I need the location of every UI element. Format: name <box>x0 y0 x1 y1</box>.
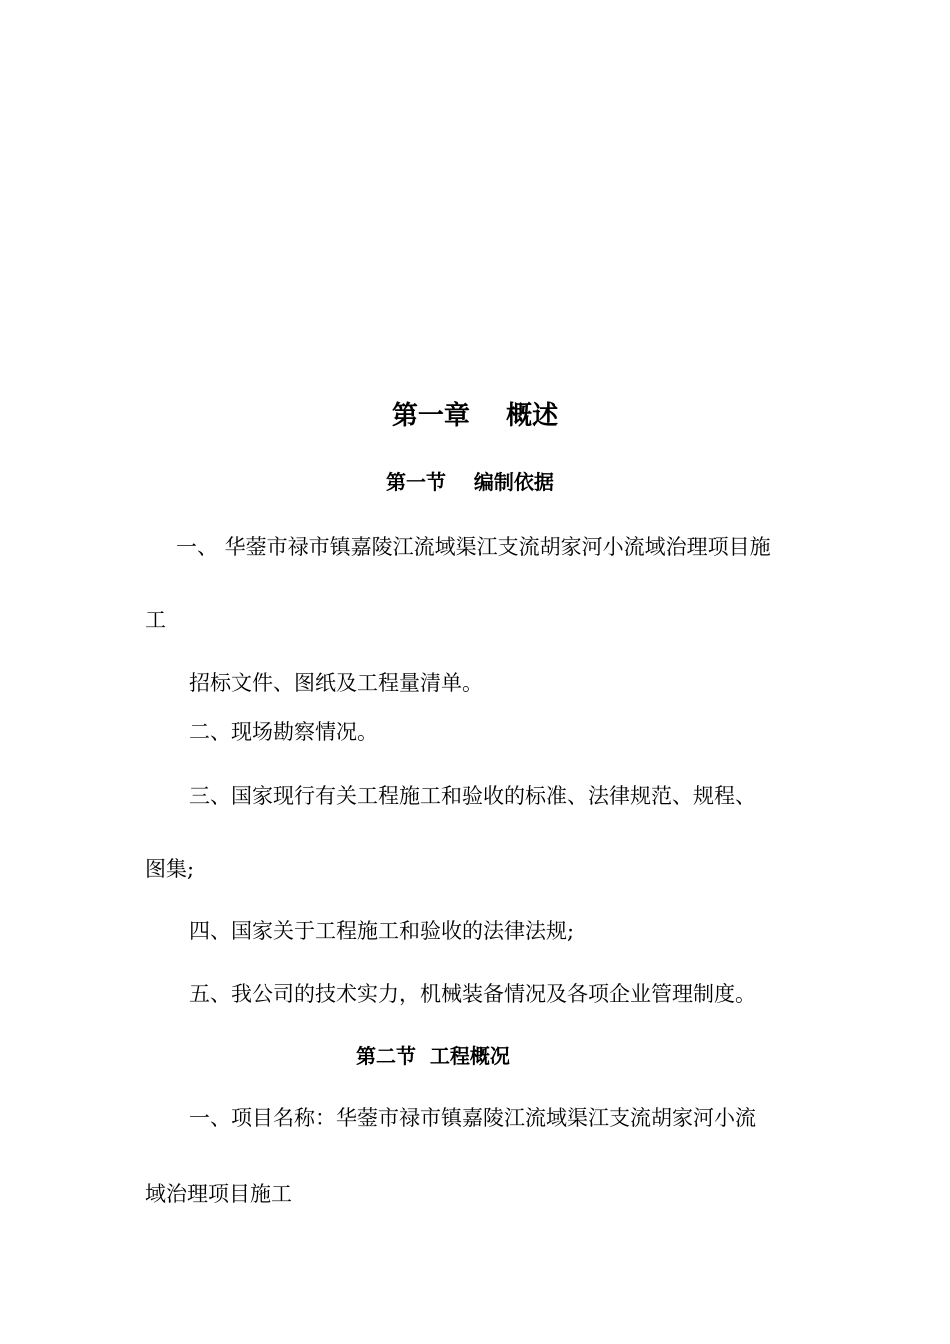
basis-item-1-line-2: 工 <box>145 608 166 632</box>
basis-item-1-line-3: 招标文件、图纸及工程量清单。 <box>189 671 483 695</box>
overview-item-1-line-1: 一、项目名称：华蓥市禄市镇嘉陵江流域渠江支流胡家河小流 <box>189 1106 756 1130</box>
basis-item-5: 五、我公司的技术实力，机械装备情况及各项企业管理制度。 <box>189 982 756 1006</box>
basis-item-3-line-2: 图集; <box>145 857 195 881</box>
section-title-basis: 第一节 编制依据 <box>386 470 554 494</box>
overview-item-1-line-2: 域治理项目施工 <box>145 1182 292 1206</box>
basis-item-1-line-1: 一、 华蓥市禄市镇嘉陵江流域渠江支流胡家河小流域治理项目施 <box>176 535 771 559</box>
chapter-title: 第一章 概述 <box>391 401 559 431</box>
basis-item-2: 二、现场勘察情况。 <box>189 720 378 744</box>
basis-item-3-line-1: 三、国家现行有关工程施工和验收的标准、法律规范、规程、 <box>189 784 756 808</box>
basis-item-4: 四、国家关于工程施工和验收的法律法规; <box>189 919 575 943</box>
section-title-overview: 第二节 工程概况 <box>356 1044 510 1068</box>
